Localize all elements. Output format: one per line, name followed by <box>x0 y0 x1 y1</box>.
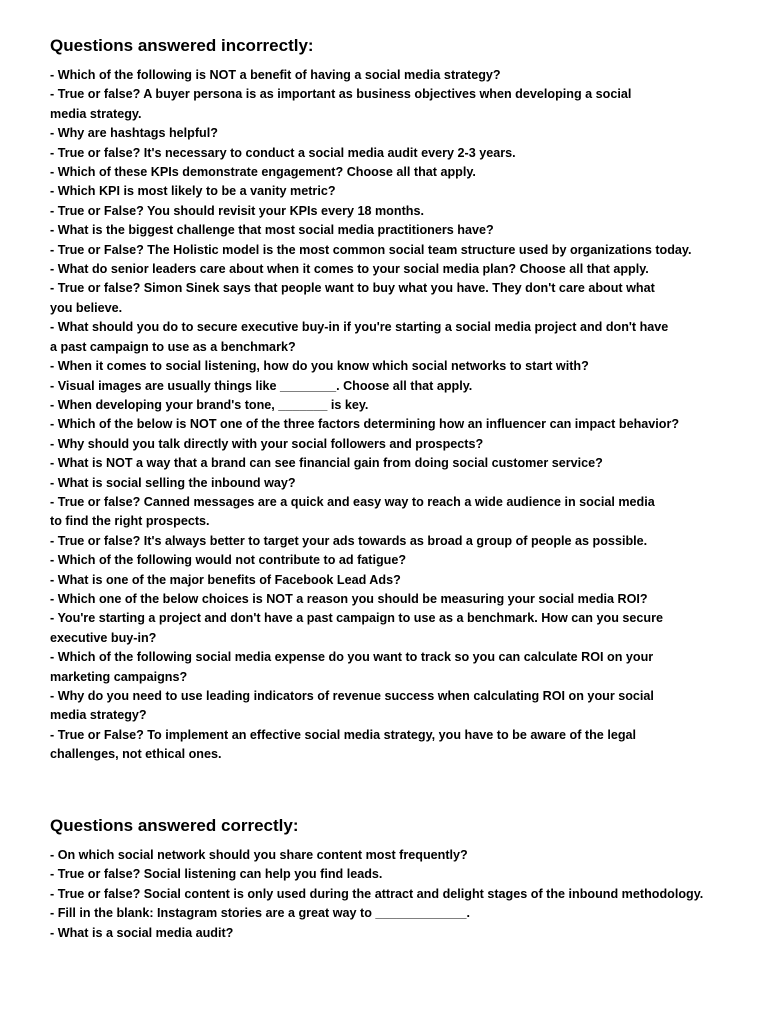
question-text-line: - True or false? Simon Sinek says that people want to buy what you have. They don't care about what <box>50 281 655 296</box>
question-text-line: - Which of the following would not contribute to ad fatigue? <box>50 553 407 568</box>
question-item <box>50 163 730 182</box>
question-item <box>50 924 730 943</box>
question-text-line: - Which of these KPIs demonstrate engagement? Choose all that apply. <box>50 165 476 180</box>
question-text-line: challenges, not ethical ones. <box>50 747 222 762</box>
question-item <box>50 124 730 143</box>
correct-questions-heading: Questions answered correctly: <box>50 816 299 835</box>
question-text-line: - What is one of the major benefits of Facebook Lead Ads? <box>50 572 401 587</box>
question-item <box>50 202 730 221</box>
question-item <box>50 532 730 551</box>
question-text-line: - On which social network should you share content most frequently? <box>50 848 468 862</box>
question-text-line: - Which KPI is most likely to be a vanity metric? <box>50 184 336 199</box>
incorrect-questions-list <box>50 66 730 765</box>
question-text-line: - Visual images are usually things like ________. Choose all that apply. <box>50 378 473 393</box>
question-text-line: - What is a social media audit? <box>50 925 234 940</box>
question-text-line: - Which of the following social media expense do you want to track so you can calculate ROI on your <box>50 650 654 665</box>
question-item <box>50 377 730 396</box>
question-item <box>50 66 730 85</box>
question-text-line: - True or false? Social listening can help you find leads. <box>50 867 383 882</box>
question-text-line: - Which of the below is NOT one of the three factors determining how an influencer can impact behavior? <box>50 417 680 432</box>
question-text-line: - Fill in the blank: Instagram stories are a great way to _____________. <box>50 906 470 921</box>
question-text-line: - Why should you talk directly with your social followers and prospects? <box>50 436 484 451</box>
question-item <box>50 221 730 240</box>
correct-questions-list <box>50 846 730 943</box>
question-text-line: - True or False? The Holistic model is the most common social team structure used by organizations today. <box>50 242 692 257</box>
question-text-line: - You're starting a project and don't have a past campaign to use as a benchmark. How can you secure <box>50 611 663 626</box>
question-item <box>50 846 730 865</box>
question-item <box>50 885 730 904</box>
question-item <box>50 571 730 590</box>
question-text-line: - What is the biggest challenge that most social media practitioners have? <box>50 223 494 238</box>
question-text-line: - True or false? It's always better to target your ads towards as broad a group of people as possible. <box>50 533 648 548</box>
question-item <box>50 396 730 415</box>
question-text-line: media strategy? <box>50 708 147 723</box>
question-item <box>50 85 730 124</box>
question-item <box>50 182 730 201</box>
question-text-line: - When developing your brand's tone, _______ is key. <box>50 397 369 412</box>
question-text-line: a past campaign to use as a benchmark? <box>50 339 296 354</box>
question-text-line: - Which one of the below choices is NOT a reason you should be measuring your social media ROI? <box>50 591 648 606</box>
question-text-line: - True or false? Social content is only used during the attract and delight stages of the inbound methodology. <box>50 886 704 901</box>
question-item <box>50 415 730 434</box>
question-text-line: to find the right prospects. <box>50 514 210 529</box>
question-text-line: - What is NOT a way that a brand can see financial gain from doing social customer service? <box>50 456 603 471</box>
question-item <box>50 687 730 726</box>
question-item <box>50 357 730 376</box>
question-text-line: - True or false? Canned messages are a quick and easy way to reach a wide audience in social media <box>50 494 655 509</box>
question-text-line: - True or False? You should revisit your KPIs every 18 months. <box>50 203 424 218</box>
question-text-line: you believe. <box>50 300 123 315</box>
question-text-line: executive buy-in? <box>50 630 157 645</box>
question-item <box>50 279 730 318</box>
question-item <box>50 551 730 570</box>
question-text-line: - What do senior leaders care about when it comes to your social media plan? Choose all that apply. <box>50 262 649 277</box>
question-text-line: - Which of the following is NOT a benefit of having a social media strategy? <box>50 68 501 82</box>
correct-questions-section <box>50 813 730 943</box>
question-text-line: - Why do you need to use leading indicators of revenue success when calculating ROI on your social <box>50 689 654 703</box>
question-text-line: - What is social selling the inbound way? <box>50 475 296 490</box>
question-item <box>50 454 730 473</box>
incorrect-questions-heading: Questions answered incorrectly: <box>50 36 314 55</box>
question-text-line: - When it comes to social listening, how do you know which social networks to start with? <box>50 359 589 374</box>
question-text-line: marketing campaigns? <box>50 669 188 684</box>
question-item <box>50 241 730 260</box>
question-text-line: - Why are hashtags helpful? <box>50 126 218 141</box>
question-item <box>50 435 730 454</box>
question-item <box>50 474 730 493</box>
question-item <box>50 260 730 279</box>
incorrect-questions-section <box>50 33 730 765</box>
question-item <box>50 904 730 923</box>
question-item <box>50 493 730 532</box>
question-item <box>50 590 730 609</box>
question-text-line: media strategy. <box>50 106 142 121</box>
question-text-line: - What should you do to secure executive buy-in if you're starting a social media project and don't have <box>50 320 669 335</box>
question-text-line: - True or false? A buyer persona is as important as business objectives when developing a social <box>50 87 632 102</box>
question-item <box>50 865 730 884</box>
question-item <box>50 609 730 648</box>
question-text-line: - True or false? It's necessary to conduct a social media audit every 2-3 years. <box>50 145 516 160</box>
question-item <box>50 144 730 163</box>
question-text-line: - True or False? To implement an effective social media strategy, you have to be aware of the legal <box>50 727 637 742</box>
question-item <box>50 318 730 357</box>
question-item <box>50 726 730 765</box>
question-item <box>50 648 730 687</box>
